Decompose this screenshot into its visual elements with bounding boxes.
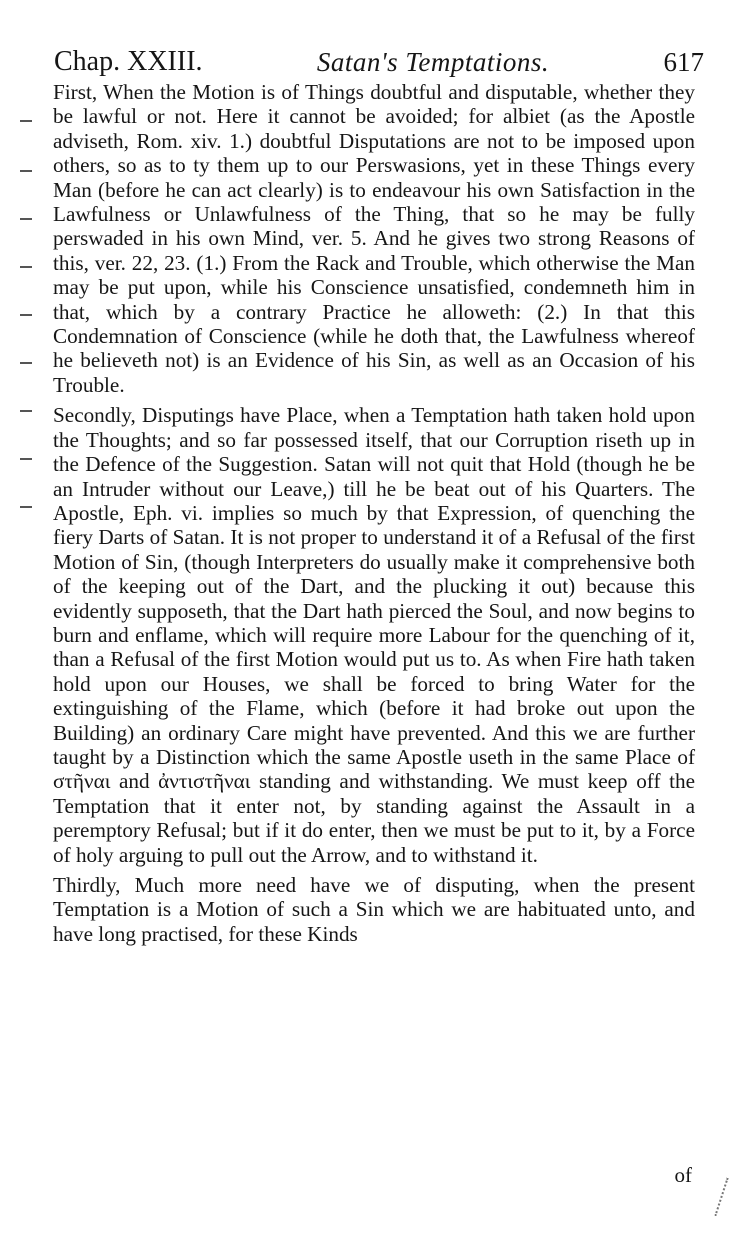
chapter-label: Chap. XXIII.: [54, 46, 203, 77]
margin-mark: [20, 362, 32, 364]
paragraph-thirdly: Thirdly, Much more need have we of disputing, when the present Temptation is a Motion of such a Sin which we are habituated unto, and have long practised, for these Kinds: [53, 873, 695, 946]
body-text: [53, 80, 695, 946]
margin-mark: [20, 170, 32, 172]
margin-mark: [20, 458, 32, 460]
page-smudge: [714, 1178, 747, 1223]
running-title: Satan's Temptations.: [316, 47, 550, 77]
margin-mark: [20, 218, 32, 220]
paragraph-secondly: Secondly, Disputings have Place, when a Temptation hath taken hold upon the Thoughts; and so far possessed itself, that our Corruption riseth up in the Defence of the Suggestion. Satan will not quit that Hold (though he be an Intruder without our Leave,) till he be beat out of his Quarters. The Apostle, Eph. vi. implies so much by that Expression, of quenching the fiery Darts of Satan. It is not proper to understand it of a Refusal of the first Motion of Sin, (though Interpreters do usually make it comprehensive both of the keeping out of the Dart, and the plucking it out) because this evidently supposeth, that the Dart hath pierced the Soul, and now begins to burn and enflame, which will require more Labour for the quenching of it, than a Refusal of the first Motion would put us to. As when Fire hath taken hold upon our Houses, we shall be forced to bring Water for the extinguishing of the Flame, which (before it had broke out upon the Building) an ordinary Care might have prevented. And this we are further taught by a Distinction which the same Apostle useth in the same Place of στῆναι and ἀντιστῆναι standing and withstanding. We must keep off the Temptation that it enter not, by standing against the Assault in a peremptory Refusal; but if it do enter, then we must be put to it, by a Force of holy arguing to pull out the Arrow, and to withstand it.: [53, 403, 695, 867]
margin-mark: [20, 314, 32, 316]
margin-mark: [20, 266, 32, 268]
margin-mark: [20, 120, 32, 122]
margin-mark: [20, 410, 32, 412]
margin-mark: [20, 506, 32, 508]
margin-marks: [12, 120, 46, 540]
paragraph-first: First, When the Motion is of Things doubtful and disputable, whether they be lawful or not. Here it cannot be avoided; for albiet (as the Apostle adviseth, Rom. xiv. 1.) doubtful Disputations are not to be imposed upon others, so as to ty them up to our Perswasions, yet in these Things every Man (before he can act clearly) is to endeavour his own Satisfaction in the Lawfulness or Unlawfulness of the Thing, that so he may be fully perswaded in his own Mind, ver. 5. And he gives two strong Reasons of this, ver. 22, 23. (1.) From the Rack and Trouble, which otherwise the Man may be put upon, while his Conscience unsatisfied, condemneth him in that, which by a contrary Practice he alloweth: (2.) In that this Condemnation of Conscience (while he doth that, the Lawfulness whereof he believeth not) is an Evidence of his Sin, as well as an Occasion of his Trouble.: [53, 80, 695, 397]
catchword: of: [674, 1163, 692, 1187]
page-number: 617: [663, 47, 704, 77]
running-header: [54, 30, 704, 78]
